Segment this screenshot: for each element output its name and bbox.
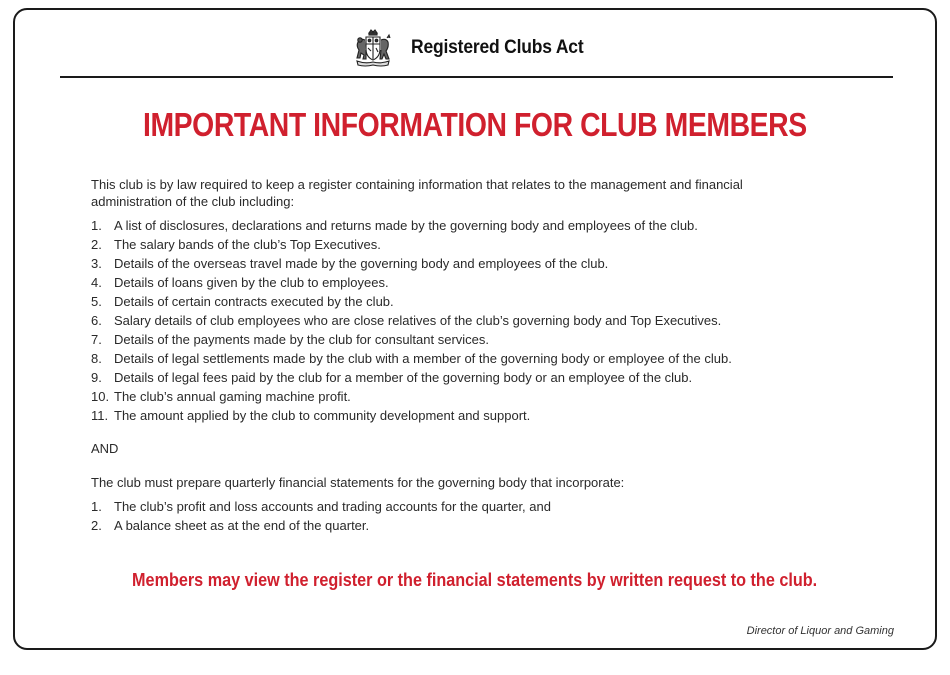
list-item [91, 349, 881, 368]
intro-paragraph: This club is by law required to keep a register containing information that relates to the management and financial administration of the club including: [91, 177, 743, 209]
register-list [91, 216, 881, 425]
list-item [91, 216, 881, 235]
list-item [91, 292, 881, 311]
list-item [91, 406, 881, 425]
list-item-text: A balance sheet as at the end of the quarter. [114, 518, 370, 533]
list-item-text: The salary bands of the club’s Top Executives. [114, 237, 381, 252]
list-item-number: 1. [91, 499, 102, 514]
list-item [91, 497, 881, 516]
list-item-text: Details of certain contracts executed by the club. [114, 294, 394, 309]
list-item-text: Details of the payments made by the club for consultant services. [114, 332, 490, 347]
list-item [91, 330, 881, 349]
list-item [91, 387, 881, 406]
list-item [91, 368, 881, 387]
list-item-text: Details of legal fees paid by the club for a member of the governing body or an employee of the club. [114, 370, 693, 385]
page-title-text: IMPORTANT INFORMATION FOR CLUB MEMBERS [143, 106, 807, 143]
list-item [91, 273, 881, 292]
list-item-number: 9. [91, 370, 102, 385]
list-item-text: Details of legal settlements made by the club with a member of the governing body or employee of the club. [114, 351, 732, 366]
list-item-number: 2. [91, 518, 102, 533]
list-item-number: 6. [91, 313, 102, 328]
members-note-text: Members may view the register or the financial statements by written request to the club. [132, 570, 818, 590]
list-item [91, 311, 881, 330]
list-item-text: Details of loans given by the club to employees. [114, 275, 389, 290]
list-item-number: 3. [91, 256, 102, 271]
list-item-number: 11. [91, 408, 109, 423]
and-separator: AND [91, 441, 119, 456]
list-item-number: 5. [91, 294, 102, 309]
list-item-number: 7. [91, 332, 102, 347]
header-divider [60, 76, 893, 78]
act-title: Registered Clubs Act [411, 37, 584, 58]
list-item-text: Details of the overseas travel made by the governing body and employees of the club. [114, 256, 609, 271]
list-item-text: The club’s profit and loss accounts and trading accounts for the quarter, and [114, 499, 551, 514]
list-item-text: A list of disclosures, declarations and returns made by the governing body and employees of the club. [114, 218, 698, 233]
list-item-text: The amount applied by the club to community development and support. [114, 408, 531, 423]
statement-list [91, 497, 881, 535]
signature: Director of Liquor and Gaming [746, 625, 894, 637]
page-title [0, 106, 950, 144]
list-item [91, 516, 881, 535]
coat-of-arms-icon [351, 28, 395, 68]
list-item-text: Salary details of club employees who are close relatives of the club’s governing body and Top Executives. [114, 313, 722, 328]
notice-body [91, 176, 881, 535]
list-item-number: 2. [91, 237, 102, 252]
list-item [91, 235, 881, 254]
list-item-number: 1. [91, 218, 102, 233]
list-item-number: 10. [91, 389, 110, 404]
list-item [91, 254, 881, 273]
header [0, 28, 950, 68]
quarterly-paragraph: The club must prepare quarterly financial statements for the governing body that incorporate: [91, 475, 625, 490]
list-item-text: The club’s annual gaming machine profit. [114, 389, 351, 404]
list-item-number: 4. [91, 275, 102, 290]
list-item-number: 8. [91, 351, 102, 366]
members-note [0, 570, 950, 591]
